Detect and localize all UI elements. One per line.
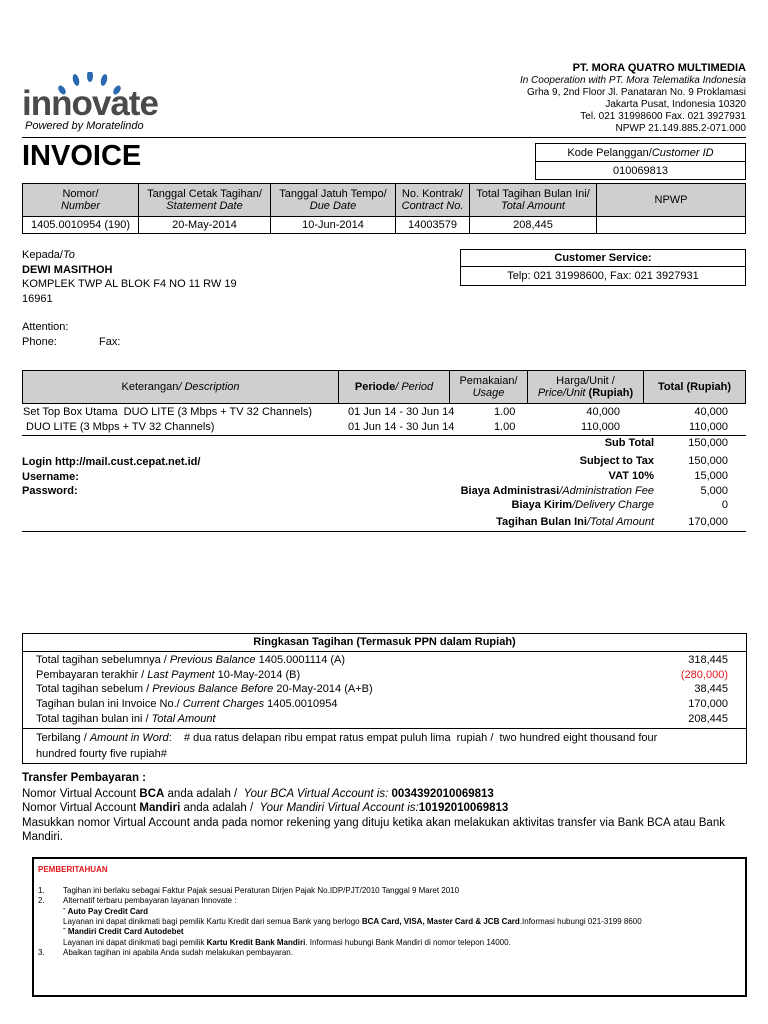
phone-label: Phone: [22, 336, 57, 348]
company-address-1: Grha 9, 2nd Floor Jl. Panataran No. 9 Proklamasi [527, 87, 746, 98]
summary-line-value: 38,445 [694, 683, 728, 695]
recipient-address-2: 16961 [22, 292, 53, 305]
summary-header-row [23, 184, 746, 217]
notice-bullet-title: ˉ Auto Pay Credit Card [63, 907, 149, 916]
vat-label: VAT 10% [608, 470, 654, 482]
cell-contract-no: 14003579 [396, 217, 470, 234]
item-total: 110,000 [689, 421, 728, 433]
total-amount-value: 170,000 [688, 516, 728, 528]
items-header-price: Harga/Unit / Price/Unit (Rupiah) [528, 371, 644, 404]
billing-summary-title: Ringkasan Tagihan (Termasuk PPN dalam Rupiah) [23, 634, 746, 652]
company-address-2: Jakarta Pusat, Indonesia 10320 [605, 99, 746, 110]
cell-total-amount: 208,445 [470, 217, 597, 234]
notice-bullet-text: Layanan ini dapat dinikmati bagi pemilik Kartu Kredit dari semua Bank yang berlogo BCA Card, VISA, Master Card & JCB Card.Informasi hubungi 021-3199 8600 [63, 917, 642, 926]
customer-service-box [460, 249, 746, 286]
subtotal-value: 150,000 [688, 437, 728, 449]
summary-line: Tagihan bulan ini Invoice No./ Current Charges 1405.0010954 [36, 698, 338, 710]
total-underline [22, 531, 746, 532]
notice-bullet-title: ˉ Mandiri Credit Card Autodebet [63, 927, 184, 936]
notice-item-number: 2. [38, 896, 45, 905]
subject-tax-value: 150,000 [688, 455, 728, 467]
invoice-summary-table [22, 183, 746, 234]
company-phone: Tel. 021 31998600 Fax. 021 3927931 [580, 111, 746, 122]
item-description: DUO LITE (3 Mbps + TV 32 Channels) [23, 421, 215, 433]
item-price: 40,000 [586, 406, 620, 418]
notice-item-text: Alternatif terbaru pembayaran layanan Innovate : [63, 896, 237, 905]
billing-summary-box [22, 633, 747, 764]
header-total-amount: Total Tagihan Bulan Ini/ Total Amount [470, 184, 597, 217]
summary-data-row [23, 217, 746, 234]
items-header-period: Periode/ Period [339, 371, 450, 404]
summary-line-value: 208,445 [688, 713, 728, 725]
header-number: Nomor/ Number [23, 184, 139, 217]
attention-label: Attention: [22, 321, 69, 333]
header-contract-no: No. Kontrak/ Contract No. [396, 184, 470, 217]
items-header [22, 370, 746, 404]
admin-fee-value: 5,000 [700, 485, 728, 497]
items-header-total: Total (Rupiah) [644, 371, 746, 404]
summary-line-value: 318,445 [688, 654, 728, 666]
logo-tagline: Powered by Moratelindo [25, 120, 144, 132]
admin-fee-label: Biaya Administrasi/Administration Fee [460, 485, 654, 497]
total-amount-label: Tagihan Bulan Ini/Total Amount [496, 516, 654, 528]
bca-virtual-account: Nomor Virtual Account BCA anda adalah / Your BCA Virtual Account is: 0034392010069813 [22, 787, 494, 800]
notice-title: PEMBERITAHUAN [38, 865, 108, 874]
vat-value: 15,000 [694, 470, 728, 482]
header-npwp: NPWP [597, 184, 746, 217]
item-description: Set Top Box Utama DUO LITE (3 Mbps + TV 32 Channels) [23, 406, 313, 418]
transfer-title: Transfer Pembayaran : [22, 772, 147, 784]
notice-item-text: Tagihan ini berlaku sebagai Faktur Pajak sesuai Peraturan Dirjen Pajak No.IDP/PJT/2010 Tanggal 9 Maret 2010 [63, 886, 460, 895]
username-label: Username: [22, 470, 79, 483]
transfer-note-1: Masukkan nomor Virtual Account anda pada nomor rekening yang dituju ketika akan melakukan aktivitas transfer via Bank BCA atau Bank [22, 816, 725, 829]
company-npwp: NPWP 21.149.885.2-071.000 [615, 123, 746, 134]
items-header-description: Keterangan/ Description [23, 371, 339, 404]
transfer-note-2: Mandiri. [22, 831, 63, 843]
cell-npwp [597, 217, 746, 234]
summary-line-value: 170,000 [688, 698, 728, 710]
login-url: Login http://mail.cust.cepat.net.id/ [22, 456, 201, 468]
item-price: 110,000 [581, 421, 620, 433]
amount-in-words: Terbilang / Amount in Word: # dua ratus delapan ribu empat ratus empat puluh lima rupiah / two hundred eight thousand four hundred fourty five rupiah# [23, 728, 746, 762]
company-name: PT. MORA QUATRO MULTIMEDIA [572, 62, 746, 74]
notice-item-text: Abaikan tagihan ini apabila Anda sudah melakukan pembayaran. [63, 948, 293, 957]
item-period: 01 Jun 14 - 30 Jun 14 [348, 421, 455, 433]
invoice-title: INVOICE [22, 140, 142, 172]
notice-item-number: 1. [38, 886, 45, 895]
item-period: 01 Jun 14 - 30 Jun 14 [348, 406, 455, 418]
login-block [22, 455, 200, 499]
company-logo [22, 72, 172, 134]
recipient-label: Kepada/To [22, 249, 75, 261]
cell-statement-date: 20-May-2014 [139, 217, 271, 234]
customer-id-value: 010069813 [536, 162, 746, 180]
cell-number: 1405.0010954 (190) [23, 217, 139, 234]
billing-summary-rows [23, 652, 746, 728]
recipient-block [22, 248, 237, 306]
recipient-name: DEWI MASITHOH [22, 263, 113, 276]
summary-line: Total tagihan sebelumnya / Previous Balance 1405.0001114 (A) [36, 654, 346, 666]
logo-wordmark: innovate [22, 84, 158, 123]
items-divider [22, 435, 746, 436]
cell-due-date: 10-Jun-2014 [271, 217, 396, 234]
transfer-block [22, 771, 752, 845]
mandiri-virtual-account: Nomor Virtual Account Mandiri anda adalah / Your Mandiri Virtual Account is:10192010069813 [22, 802, 509, 814]
company-info [520, 62, 746, 135]
subtotal-label: Sub Total [604, 437, 654, 449]
item-usage: 1.00 [494, 406, 516, 418]
company-coop: In Cooperation with PT. Mora Telematika Indonesia [519, 75, 746, 86]
customer-id-label: Kode Pelanggan/Customer ID [536, 144, 746, 162]
summary-line: Total tagihan sebelum / Previous Balance Before 20-May-2014 (A+B) [36, 683, 373, 695]
delivery-charge-value: 0 [721, 499, 728, 511]
item-usage: 1.00 [494, 421, 516, 433]
recipient-address-1: KOMPLEK TWP AL BLOK F4 NO 11 RW 19 [22, 278, 237, 290]
summary-line-value: (280,000) [680, 669, 728, 681]
fax-label: Fax: [99, 336, 121, 348]
delivery-charge-label: Biaya Kirim/Delivery Charge [511, 499, 654, 511]
customer-service-contact: Telp: 021 31998600, Fax: 021 3927931 [461, 267, 746, 286]
password-label: Password: [22, 485, 78, 497]
summary-line: Total tagihan bulan ini / Total Amount [36, 713, 216, 725]
notice-bullet-text: Layanan ini dapat dinikmati bagi pemilik Kartu Kredit Bank Mandiri. Informasi hubungi Bank Mandiri di nomor telepon 14000. [63, 938, 511, 947]
subject-tax-label: Subject to Tax [579, 455, 654, 467]
header-due-date: Tanggal Jatuh Tempo/ Due Date [271, 184, 396, 217]
customer-id-box [535, 143, 746, 180]
notice-box [32, 857, 747, 997]
header-divider [22, 137, 746, 138]
summary-line: Pembayaran terakhir / Last Payment 10-May-2014 (B) [36, 669, 301, 681]
notice-item-number: 3. [38, 948, 45, 957]
items-header-usage: Pemakaian/ Usage [450, 371, 528, 404]
item-total: 40,000 [694, 406, 728, 418]
header-statement-date: Tanggal Cetak Tagihan/ Statement Date [139, 184, 271, 217]
customer-service-title: Customer Service: [461, 250, 746, 267]
